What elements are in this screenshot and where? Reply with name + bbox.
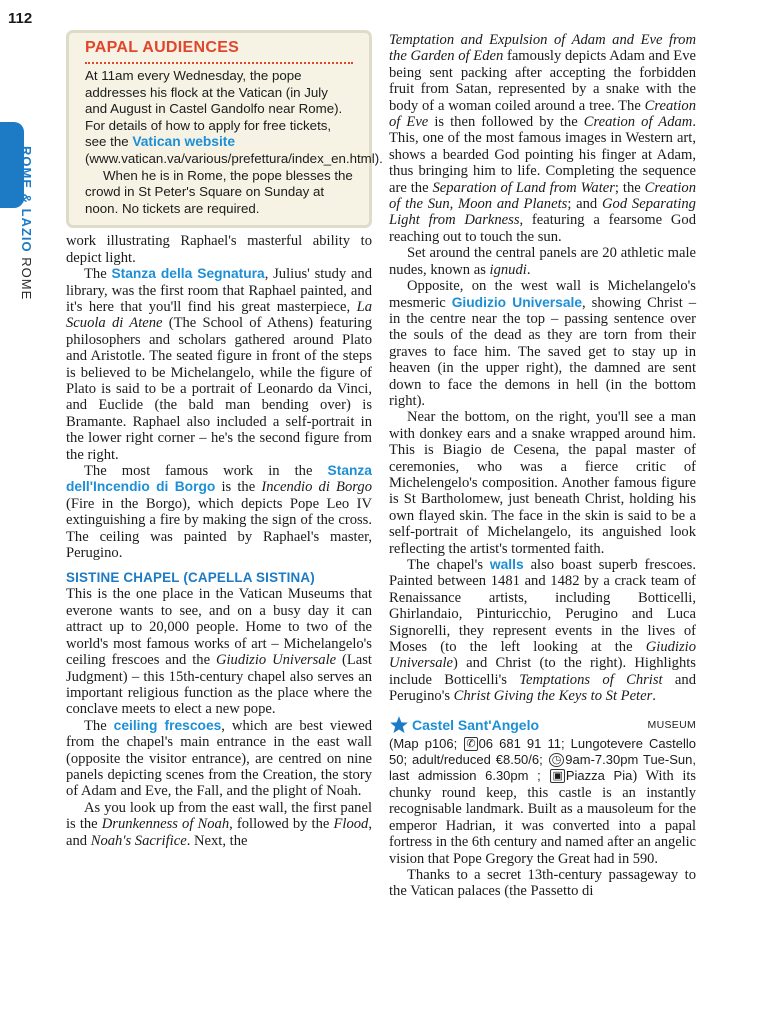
paragraph: This is the one place in the Vatican Museums that everone wants to see, and on a busy day it can attract up to 20,000 people. Home to two of the world's most famous works of art – Michelangelo's ceiling frescoes and the Giudizio Universale (Last Judgment) – this 15th-century chapel also serves an important religious function as the place where the conclave meets to elect a new pope.	[66, 586, 372, 718]
paragraph: Opposite, on the west wall is Michelangelo's mesmeric Giudizio Universale, showing Christ – in the centre near the top – passing sentence over the souls of the dead as they are torn from their graves to face him. The saved get to stay up in heaven (in the upper right), the damned are sent down to face the demons in hell (in the bottom right).	[389, 278, 696, 409]
section-heading-sistine: SISTINE CHAPEL (CAPELLA SISTINA)	[66, 570, 315, 586]
transport-stop: Piazza Pia	[565, 768, 633, 784]
box-paragraph-1: At 11am every Wednesday, the pope addresses his flock at the Vatican (in July and August in Castel Gandolfo near Rome). For details of how to apply for free tickets, see the Vatican website (www.vatican.va/various/prefettura/index_en.html).	[85, 68, 383, 166]
paragraph: The ceiling frescoes, which are best viewed from the chapel's main entrance in the east wall (opposite the visitor entrance), are centred on nine panels depicting scenes from the Creation, the story of Adam and Eve, the Fall, and the plight of Noah.	[66, 717, 372, 800]
paragraph: Set around the central panels are 20 athletic male nudes, known as ignudi.	[389, 245, 696, 278]
listing-castel-santangelo	[389, 715, 696, 867]
right-column	[389, 32, 696, 900]
paragraph: Near the bottom, on the right, you'll see a man with donkey ears and a snake wrapped around him. This is Biagio de Cesena, the papal master of ceremonies, who was a fierce critic of Michelengelo's composition. Another famous figure is St Bartholomew, just beneath Christ, holding his own flayed skin. The face in the skin is said to be a self-portrait of Michelangelo, its anguished look reflecting the artist's tormented faith.	[389, 409, 696, 557]
stanza-incendio-link[interactable]: Stanza dell'Incendio di Borgo	[66, 463, 372, 495]
walls-link[interactable]: walls	[489, 557, 524, 572]
clock-icon: ◷	[549, 753, 565, 767]
star-icon	[389, 715, 409, 735]
region-label: ROME & LAZIO	[19, 146, 34, 253]
paragraph: The chapel's walls also boast superb frescoes. Painted between 1481 and 1482 by a crack team of Renaissance artists, including Botticelli, Ghirlandaio, Pinturicchio, Perugino and Luca Signorelli, they represent events in the lives of Moses (to the left looking at the Giudizio Universale) and Christ (to the right). Highlights include Botticelli's Temptations of Christ and Perugino's Christ Giving the Keys to St Peter.	[389, 557, 696, 705]
page-number: 112	[8, 10, 33, 27]
phone-number: 06 681 91 11	[478, 735, 561, 751]
listing-title[interactable]	[389, 715, 539, 735]
phone-icon: ✆	[466, 737, 476, 750]
paragraph: As you look up from the east wall, the first panel is the Drunkenness of Noah, followed by the Flood, and Noah's Sacrifice. Next, the	[66, 799, 372, 849]
ceiling-frescoes-link[interactable]: ceiling frescoes	[113, 717, 222, 733]
paragraph: The most famous work in the Stanza dell'Incendio di Borgo is the Incendio di Borgo (Fire in the Borgo), which depicts Pope Leo IV extinguishing a fire by making the sign of the cross. The ceiling was painted by Raphael's master, Perugino.	[66, 463, 372, 562]
paragraph: Thanks to a secret 13th-century passageway to the Vatican palaces (the Passetto di	[389, 866, 696, 900]
paragraph: work illustrating Raphael's masterful ability to depict light.	[66, 233, 372, 266]
city-label: ROME	[19, 257, 34, 301]
paragraph: Temptation and Expulsion of Adam and Eve from the Garden of Eden famously depicts Adam and Eve being sent packing after accepting the forbidden fruit from Satan, represented by a snake with the body of a woman coiled around a tree. The Creation of Eve is then followed by the Creation of Adam. This, one of the most famous images in Western art, shows a bearded God pointing his finger at Adam, thus bringing him to life. Completing the sequence are the Separation of Land from Water; the Creation of the Sun, Moon and Planets; and God Separating Light from Darkness, featuring a fearsome God reaching out to touch the sun.	[389, 32, 696, 245]
listing-header	[389, 715, 696, 735]
bus-icon: ▣	[552, 770, 563, 783]
stanza-segnatura-link[interactable]: Stanza della Segnatura	[111, 266, 265, 282]
box-paragraph-2: When he is in Rome, the pope blesses the crowd in St Peter's Square on Sunday at noon. No tickets are required.	[85, 167, 353, 216]
paragraph: The Stanza della Segnatura, Julius' study and library, was the first room that Raphael painted, and it's here that you'll find his great masterpiece, La Scuola di Atene (The School of Athens) featuring philosophers and scholars gathered around Plato and Aristotle. The seated figure in front of the steps is believed to be Michelangelo, while the figure of Plato is said to be a portrait of Leonardo da Vinci, and Euclide (the bald man bending over) is Bramante. Raphael also included a self-portrait in the lower right corner – he's the second figure from the right.	[66, 266, 373, 463]
listing-info: (Map p106; ✆ 06 681 91 11; Lungotevere Castello 50; adult/reduced €8.50/6; ◷ 9am-7.30pm Tue-Sun, last admission 6.30pm ; ▣ Piazza Pia) With its chunky round keep, this castle is an instantly recognisable landmark. Built as a mausoleum for the emperor Hadrian, it was converted into a papal fortress in the 6th century and named after an angelic vision that Pope Gregory the Great had in 590.	[389, 735, 697, 867]
left-column	[66, 30, 383, 849]
papal-audiences-box	[66, 30, 383, 228]
box-title: PAPAL AUDIENCES	[85, 39, 353, 64]
opening-hours: 9am-7.30pm Tue-Sun, last admission 6.30pm	[389, 752, 696, 784]
chapter-label	[19, 146, 34, 300]
listing-type-label: MUSEUM	[647, 718, 696, 731]
listing-name: Castel Sant'Angelo	[412, 716, 540, 733]
giudizio-universale-link[interactable]: Giudizio Universale	[451, 294, 583, 310]
vatican-website-link[interactable]: Vatican website	[132, 134, 236, 150]
